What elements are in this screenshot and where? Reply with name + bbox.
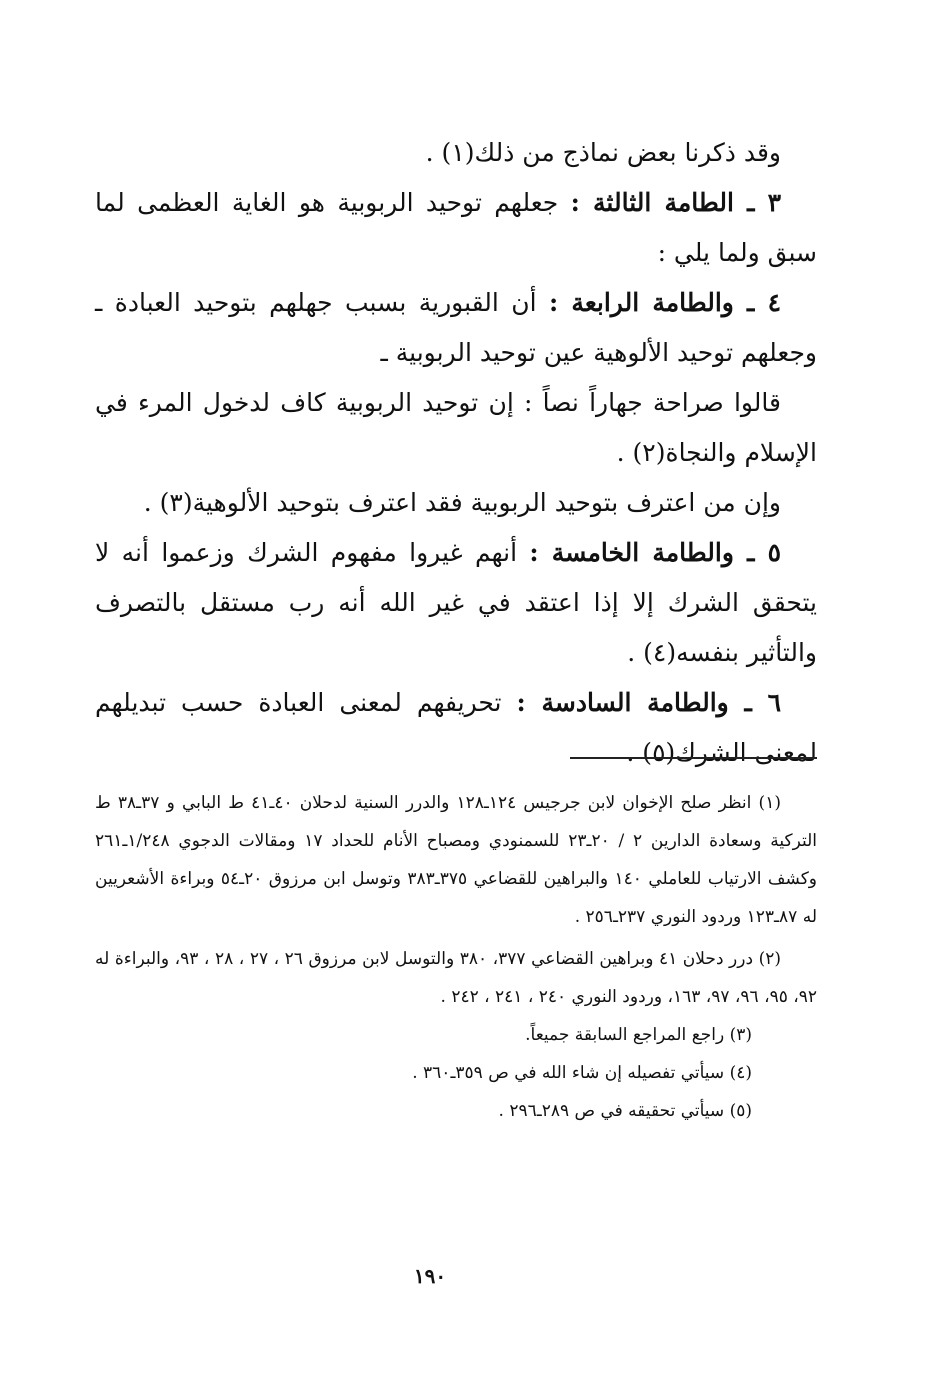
paragraph-1-end: . <box>425 138 442 167</box>
paragraph-7-end: . <box>626 738 643 767</box>
paragraph-6 <box>95 528 817 678</box>
page-number: ١٩٠ <box>413 1264 447 1288</box>
footnote-ref-4: (٤) <box>643 638 677 667</box>
footnote-ref-2: (٢) <box>632 438 666 467</box>
paragraph-2-text: جعلهم توحيد الربوبية هو الغاية العظمى لما سبق ولما يلي : <box>95 188 817 267</box>
footnote-separator <box>570 757 817 759</box>
paragraph-5-text: وإن من اعترف بتوحيد الربوبية فقد اعترف بتوحيد الألوهية <box>192 488 781 517</box>
footnote-1: (١) انظر صلح الإخوان لابن جرجيس ١٢٤ـ١٢٨ والدرر السنية لدحلان ٤٠ـ٤١ ط البابي و ٣٧ـ٣٨ ط التركية وسعادة الدارين ٢ / ٢٠ـ٢٣ للسمنودي ومصباح الأنام للحداد ١٧ ومقالات الدجوي ١/٢٤٨ـ٢٦١ وكشف الارتياب للعاملي ١٤٠ والبراهين للقضاعي ٣٧٥ـ٣٨٣ وتوسل ابن مرزوق ٢٠ـ٥٤ وبراءة الأشعريين له ٨٧ـ١٢٣ وردود النوري ٢٣٧ـ٢٥٦ . <box>95 793 817 927</box>
paragraph-5 <box>95 478 817 528</box>
footnote-5: (٥) سيأتي تحقيقه في ص ٢٨٩ـ٢٩٦ . <box>498 1101 752 1121</box>
paragraph-5-end: . <box>143 488 160 517</box>
paragraph-6-end: . <box>627 638 644 667</box>
footnote-4: (٤) سيأتي تفصيله إن شاء الله في ص ٣٥٩ـ٣٦٠ . <box>412 1063 752 1083</box>
paragraph-4-text: قالوا صراحة جهاراً نصاً : إن توحيد الربوبية كاف لدخول المرء في الإسلام والنجاة <box>95 388 817 467</box>
main-text <box>95 128 817 778</box>
item-5-heading: ٥ ـ والطامة الخامسة : <box>529 538 781 567</box>
paragraph-6-text: أنهم غيروا مفهوم الشرك وزعموا أنه لا يتحقق الشرك إلا إذا اعتقد في غير الله أنه رب مستقل بالتصرف والتأثير بنفسه <box>95 538 817 667</box>
paragraph-4-end: . <box>616 438 633 467</box>
footnote-ref-1: (١) <box>441 138 475 167</box>
paragraph-3 <box>95 278 817 378</box>
paragraph-2 <box>95 178 817 278</box>
footnotes <box>95 784 817 1130</box>
footnote-ref-5: (٥) <box>642 738 676 767</box>
paragraph-1 <box>95 128 817 178</box>
paragraph-3-text: أن القبورية بسبب جهلهم بتوحيد العبادة ـ وجعلهم توحيد الألوهية عين توحيد الربوبية ـ <box>95 288 817 367</box>
paragraph-7-text: تحريفهم لمعنى العبادة حسب تبديلهم لمعنى الشرك <box>95 688 817 767</box>
item-6-heading: ٦ ـ والطامة السادسة : <box>516 688 781 717</box>
paragraph-7 <box>95 678 817 778</box>
footnote-3: (٣) راجع المراجع السابقة جميعاً. <box>525 1025 752 1045</box>
paragraph-4 <box>95 378 817 478</box>
item-4-heading: ٤ ـ والطامة الرابعة : <box>549 288 781 317</box>
footnote-2: (٢) درر دحلان ٤١ وبراهين القضاعي ٣٧٧، ٣٨٠ والتوسل لابن مرزوق ٢٦ ، ٢٧ ، ٢٨ ، ٩٣، والبراءة له ٩٢، ٩٥، ٩٦، ٩٧، ١٦٣، وردود النوري ٢٤٠ ، ٢٤١ ، ٢٤٢ . <box>95 949 817 1007</box>
paragraph-1-text: وقد ذكرنا بعض نماذج من ذلك <box>474 138 781 167</box>
footnote-ref-3: (٣) <box>159 488 193 517</box>
item-3-heading: ٣ ـ الطامة الثالثة : <box>570 188 781 217</box>
